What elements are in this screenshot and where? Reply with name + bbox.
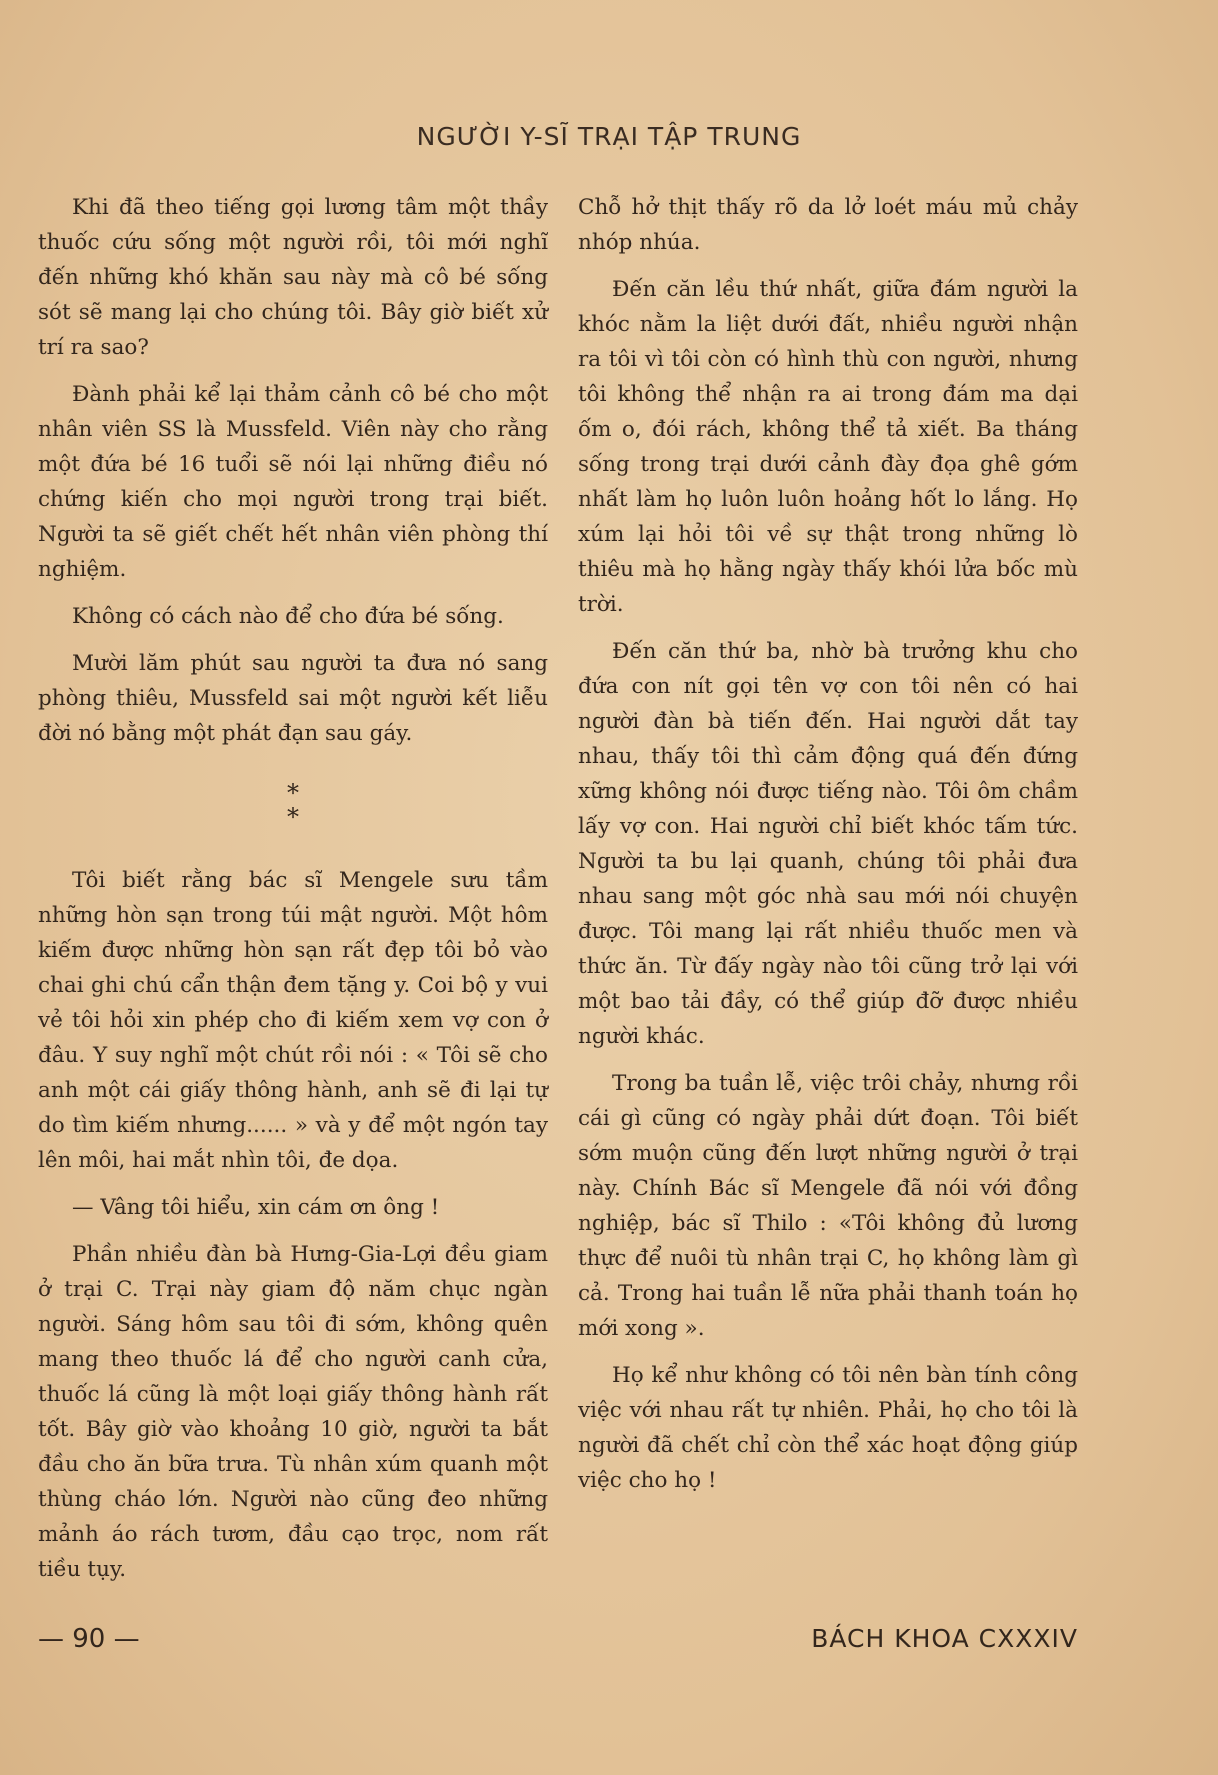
paragraph: Đến căn thứ ba, nhờ bà trưởng khu cho đứa con nít gọi tên vợ con tôi nên có hai người đàn bà tiến đến. Hai người dắt tay nhau, thấy tôi thì cảm động quá đến đứng xững không nói được tiếng nào. Tôi ôm chầm lấy vợ con. Hai người chỉ biết khóc tấm tức. Người ta bu lại quanh, chúng tôi phải đưa nhau sang một góc nhà sau mới nói chuyện được. Tôi mang lại rất nhiều thuốc men và thức ăn. Từ đấy ngày nào tôi cũng trở lại với một bao tải đầy, có thể giúp đỡ được nhiều người khác.	[578, 639, 1078, 1049]
running-header: NGƯỜI Y-SĨ TRẠI TẬP TRUNG	[416, 122, 802, 151]
paragraph: Chỗ hở thịt thấy rõ da lở loét máu mủ chảy nhóp nhúa.	[578, 195, 1078, 255]
section-divider	[38, 781, 548, 829]
left-column	[38, 190, 548, 1599]
paragraph: Mười lăm phút sau người ta đưa nó sang phòng thiêu, Mussfeld sai một người kết liễu đời nó bằng một phát đạn sau gáy.	[38, 651, 548, 746]
paragraph: Phần nhiều đàn bà Hưng-Gia-Lợi đều giam ở trại C. Trại này giam độ năm chục ngàn người. Sáng hôm sau tôi đi sớm, không quên mang theo thuốc lá để cho người canh cửa, thuốc lá cũng là một loại giấy thông hành rất tốt. Bây giờ vào khoảng 10 giờ, người ta bắt đầu cho ăn bữa trưa. Tù nhân xúm quanh một thùng cháo lớn. Người nào cũng đeo những mảnh áo rách tươm, đầu cạo trọc, nom rất tiều tụy.	[38, 1242, 548, 1582]
paragraph: Khi đã theo tiếng gọi lương tâm một thầy thuốc cứu sống một người rồi, tôi mới nghĩ đến những khó khăn sau này mà cô bé sống sót sẽ mang lại cho chúng tôi. Bây giờ biết xử trí ra sao?	[38, 195, 548, 360]
page-number: — 90 —	[38, 1624, 140, 1654]
paragraph: Trong ba tuần lễ, việc trôi chảy, nhưng rồi cái gì cũng có ngày phải dứt đoạn. Tôi biết sớm muộn cũng đến lượt những người ở trại này. Chính Bác sĩ Mengele đã nói với đồng nghiệp, bác sĩ Thilo : «Tôi không đủ lương thực để nuôi tù nhân trại C, họ không làm gì cả. Trong hai tuần lễ nữa phải thanh toán họ mới xong ».	[578, 1071, 1078, 1341]
asterism: * *	[287, 779, 299, 831]
paragraph: — Vâng tôi hiểu, xin cám ơn ông !	[72, 1195, 440, 1220]
paragraph: Không có cách nào để cho đứa bé sống.	[72, 604, 504, 629]
right-column	[578, 190, 1078, 1510]
paragraph: Họ kể như không có tôi nên bàn tính công việc với nhau rất tự nhiên. Phải, họ cho tôi là người đã chết chỉ còn thể xác hoạt động giúp việc cho họ !	[578, 1363, 1078, 1493]
paragraph: Đành phải kể lại thảm cảnh cô bé cho một nhân viên SS là Mussfeld. Viên này cho rằng một đứa bé 16 tuổi sẽ nói lại những điều nó chứng kiến cho mọi người trong trại biết. Người ta sẽ giết chết hết nhân viên phòng thí nghiệm.	[38, 382, 548, 582]
paragraph: Tôi biết rằng bác sĩ Mengele sưu tầm những hòn sạn trong túi mật người. Một hôm kiếm được những hòn sạn rất đẹp tôi bỏ vào chai ghi chú cẩn thận đem tặng y. Coi bộ y vui vẻ tôi hỏi xin phép cho đi kiếm xem vợ con ở đâu. Y suy nghĩ một chút rồi nói : « Tôi sẽ cho anh một cái giấy thông hành, anh sẽ đi lại tự do tìm kiếm nhưng...... » và y để một ngón tay lên môi, hai mắt nhìn tôi, đe dọa.	[38, 868, 548, 1173]
paragraph: Đến căn lều thứ nhất, giữa đám người la khóc nằm la liệt dưới đất, nhiều người nhận ra tôi vì tôi còn có hình thù con người, nhưng tôi không thể nhận ra ai trong đám ma dại ốm o, đói rách, không thể tả xiết. Ba tháng sống trong trại dưới cảnh đày đọa ghê gớm nhất làm họ luôn luôn hoảng hốt lo lắng. Họ xúm lại hỏi tôi về sự thật trong những lò thiêu mà họ hằng ngày thấy khói lửa bốc mù trời.	[578, 277, 1078, 617]
publication-footer: BÁCH KHOA CXXXIV	[811, 1624, 1078, 1653]
